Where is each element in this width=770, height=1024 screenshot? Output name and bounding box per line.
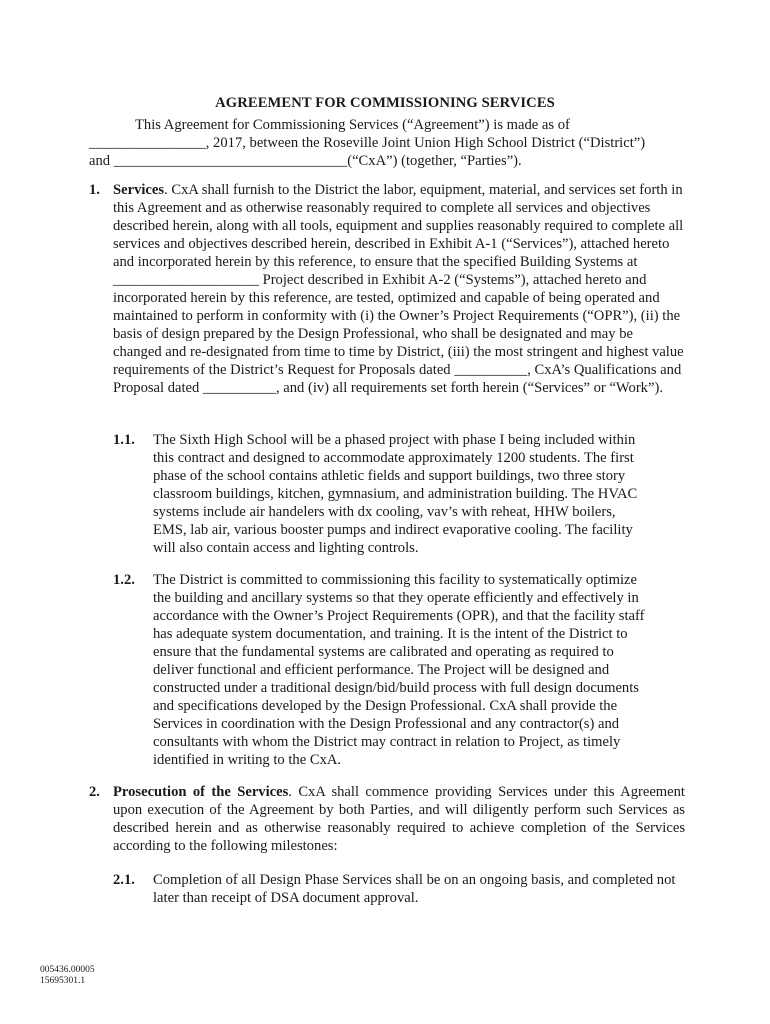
- section-1-number: 1.: [89, 182, 100, 198]
- section-1-2: [113, 571, 649, 769]
- section-2: [89, 783, 685, 855]
- intro-line-1: This Agreement for Commissioning Services (“Agreement”) is made as of: [135, 117, 570, 133]
- section-1-2-text: The District is committed to commissioning this facility to systematically optimize the building and ancillary systems so that they operate efficiently and effectively in accordance with the Owner’s Project Requirements (OPR), and that the facility staff has adequate system documentation, and training. It is the intent of the District to ensure that the fundamental systems are calibrated and operating as required to deliver functional and efficient performance. The Project will be designed and constructed under a traditional design/bid/build process with full design documents and specifications developed by the Design Professional. CxA shall provide the Services in coordination with the Design Professional and any contractor(s) and consultants with whom the District may contract in relation to Project, as timely identified in writing to the CxA.: [153, 572, 645, 768]
- section-2-body: [113, 783, 685, 855]
- section-2-1-text: Completion of all Design Phase Services shall be on an ongoing basis, and completed not later than receipt of DSA document approval.: [153, 872, 676, 906]
- section-2-text: . CxA shall commence providing Services under this Agreement upon execution of the Agreement by both Parties, and will diligently perform such Services as described herein and as otherwise reasonably required to achieve completion of the Services according to the following milestones:: [113, 784, 685, 854]
- section-1: [89, 181, 685, 397]
- intro-line-3: and ________________________________(“CxA”) (together, “Parties”).: [89, 153, 522, 169]
- section-2-1-number: 2.1.: [113, 872, 135, 888]
- section-1-heading: Services: [113, 182, 165, 198]
- intro-line-2: ________________, 2017, between the Roseville Joint Union High School District (“District”): [89, 135, 646, 151]
- intro-paragraph: [89, 116, 689, 170]
- section-2-heading: Prosecution of the Services: [113, 784, 289, 800]
- section-2-number: 2.: [89, 784, 100, 800]
- document-footer: [40, 965, 95, 987]
- section-1-body: [113, 181, 685, 397]
- footer-doc-number: 005436.00005: [40, 965, 95, 975]
- section-1-1-number: 1.1.: [113, 432, 135, 448]
- section-1-2-number: 1.2.: [113, 572, 135, 588]
- footer-file-number: 15695301.1: [40, 976, 86, 986]
- document-title: AGREEMENT FOR COMMISSIONING SERVICES: [215, 95, 555, 111]
- section-2-1: [113, 871, 693, 907]
- section-1-1: [113, 431, 649, 557]
- section-1-1-text: The Sixth High School will be a phased project with phase I being included within this contract and designed to accommodate approximately 1200 students. The first phase of the school contains athletic fields and support buildings, two three story classroom buildings, kitchen, gymnasium, and administration building. The HVAC systems include air handelers with dx cooling, vav’s with reheat, HHW boilers, EMS, lab air, various booster pumps and indirect evaporative cooling. The facility will also contain access and lighting controls.: [153, 432, 638, 556]
- section-1-text: . CxA shall furnish to the District the labor, equipment, material, and services set forth in this Agreement and as otherwise reasonably required to complete all services and objectives described herein, along with all tools, equipment and supplies reasonably required to complete all services and objectives described herein, described in Exhibit A-1 (“Services”), attached hereto and incorporated herein by this reference, to ensure that the specified Building Systems at ____________________ Project described in Exhibit A-2 (“Systems”), attached hereto and incorporated herein by this reference, are tested, optimized and capable of being operated and maintained to perform in conformity with (i) the Owner’s Project Requirements (“OPR”), (ii) the basis of design prepared by the Design Professional, who shall be designated and may be changed and re-designated from time to time by District, (iii) the most stringent and highest value requirements of the District’s Request for Proposals dated __________, CxA’s Qualifications and Proposal dated __________, and (iv) all requirements set forth herein (“Services” or “Work”).: [113, 182, 684, 396]
